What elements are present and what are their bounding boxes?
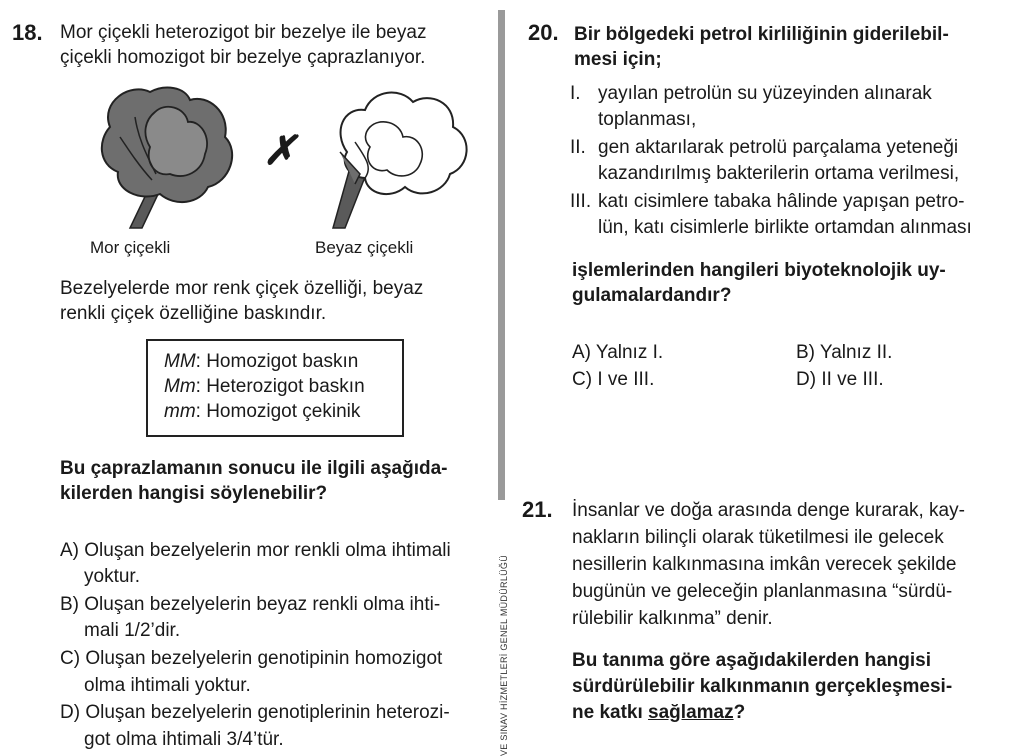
q18-option-d-line2[interactable]: got olma ihtimali 3/4’tür. [84,729,284,750]
q20-item-num: I. [570,83,581,104]
legend-row [164,399,360,425]
q21-text-line: İnsanlar ve doğa arasında denge kurarak, kay- [572,500,965,521]
legend-desc: : Homozigot çekinik [195,401,361,422]
q18-option-b-line1[interactable]: B) Oluşan bezelyelerin beyaz renkli olma ihti- [60,594,441,615]
q20-option-c[interactable]: C) I ve III. [572,369,655,390]
q20-item-line2: kazandırılmış bakterilerin ortama verilmesi, [598,163,960,184]
legend-code: mm [164,401,196,422]
q18-info-line2: renkli çiçek özelliğine baskındır. [60,303,327,324]
q21-text-line: rülebilir kalkınma” denir. [572,608,773,629]
purple-flower-illustration [90,82,240,232]
q21-text-line: bugünün ve geleceğin planlanmasına “sürdü- [572,581,953,602]
label-white: Beyaz çiçekli [315,238,414,257]
q20-option-b[interactable]: B) Yalnız II. [796,342,893,363]
q20-item-line2: toplanması, [598,109,697,130]
q20-item-line1: gen aktarılarak petrolü parçalama yeteneği [598,137,959,158]
q20-title-line1: Bir bölgedeki petrol kirliliğinin giderilebil- [574,24,949,45]
q18-stem-line2: çiçekli homozigot bir bezelye çaprazlanıyor. [60,47,426,68]
q20-item-line1: katı cisimlere tabaka hâlinde yapışan petro- [598,191,965,212]
q21-question-line2: sürdürülebilir kalkınmanın gerçekleşmesi- [572,676,953,697]
legend-code: MM [164,351,196,372]
legend-desc: : Homozigot baskın [195,351,359,372]
q18-question-line2: kilerden hangisi söylenebilir? [60,483,328,504]
q20-item-line1: yayılan petrolün su yüzeyinden alınarak [598,83,932,104]
vertical-footer-text: VE SINAV HİZMETLERİ GENEL MÜDÜRLÜĞÜ [499,554,509,756]
q18-option-a-line2[interactable]: yoktur. [84,566,140,587]
q18-info-line1: Bezelyelerde mor renk çiçek özelliği, beyaz [60,278,424,299]
cross-symbol: ✗ [263,129,297,173]
q20-item-num: II. [570,137,586,158]
q18-option-c-line2[interactable]: olma ihtimali yoktur. [84,675,251,696]
q18-question-line1: Bu çaprazlamanın sonucu ile ilgili aşağıda- [60,458,448,479]
q18-option-a-line1[interactable]: A) Oluşan bezelyelerin mor renkli olma ihtimali [60,540,451,561]
q21-question-post: ? [733,702,746,723]
legend-row [164,374,365,400]
q20-question-line2: gulamalardandır? [572,285,732,306]
q21-number: 21. [522,497,553,522]
q20-option-a[interactable]: A) Yalnız I. [572,342,664,363]
q20-title-line2: mesi için; [574,49,662,70]
q18-option-d-line1[interactable]: D) Oluşan bezelyelerin genotiplerinin heterozi- [60,702,450,723]
q21-question-line1: Bu tanıma göre aşağıdakilerden hangisi [572,650,931,671]
q21-text-line: nesillerin kalkınmasına imkân verecek şekilde [572,554,957,575]
q20-question-line1: işlemlerinden hangileri biyoteknolojik uy- [572,260,946,281]
legend-code: Mm [164,376,196,397]
q18-number: 18. [12,20,43,45]
legend-desc: : Heterozigot baskın [195,376,365,397]
q20-number: 20. [528,20,559,45]
legend-row [164,349,358,375]
q20-item-num: III. [570,191,592,212]
label-purple: Mor çiçekli [90,238,171,257]
q21-question-line3 [572,700,745,726]
q20-option-d[interactable]: D) II ve III. [796,369,884,390]
q20-item-line2: lün, katı cisimlerle birlikte ortamdan alınması [598,217,972,238]
q21-question-underlined: sağlamaz [648,702,734,723]
white-flower-illustration [325,82,475,232]
q21-text-line: nakların bilinçli olarak tüketilmesi ile gelecek [572,527,944,548]
q21-question-pre: ne katkı [572,702,649,723]
q18-option-c-line1[interactable]: C) Oluşan bezelyelerin genotipinin homozigot [60,648,443,669]
q18-stem-line1: Mor çiçekli heterozigot bir bezelye ile beyaz [60,22,427,43]
genotype-legend-box [146,339,404,437]
column-divider [498,10,505,500]
q18-option-b-line2[interactable]: mali 1/2’dir. [84,620,181,641]
